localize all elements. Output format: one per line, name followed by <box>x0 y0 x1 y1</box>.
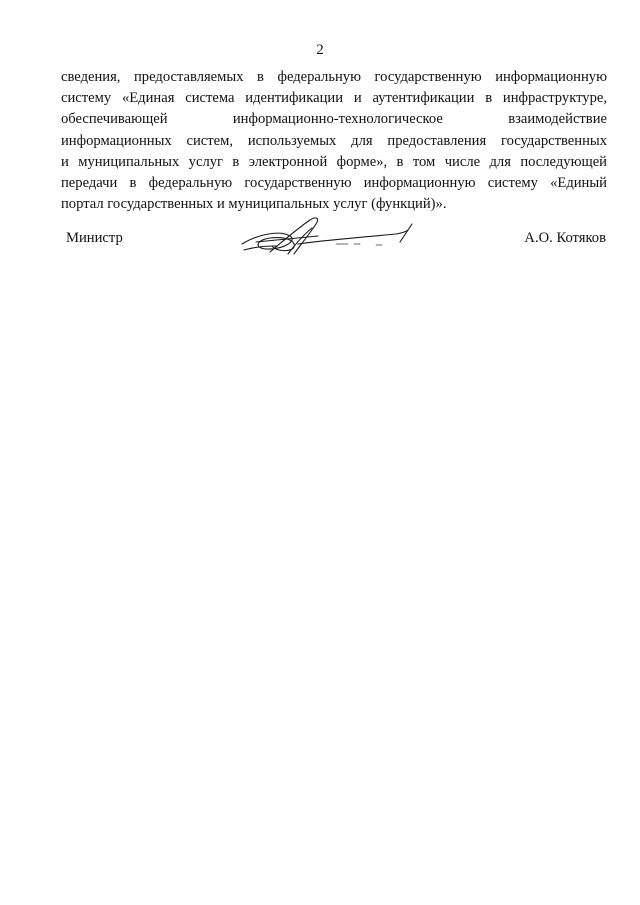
body-paragraph <box>61 67 607 215</box>
paragraph-line: и муниципальных услуг в электронной форме», в том числе для последующей <box>61 153 607 170</box>
handwritten-signature <box>236 214 422 258</box>
paragraph-line: сведения, предоставляемых в федеральную государственную информационную <box>61 69 607 85</box>
signer-position: Министр <box>66 230 123 246</box>
signer-name: А.О. Котяков <box>524 230 606 246</box>
paragraph-line: портал государственных и муниципальных услуг (функций)». <box>61 196 447 213</box>
page-number: 2 <box>316 42 324 58</box>
paragraph-line: систему «Единая система идентификации и аутентификации в инфраструктуре, <box>61 90 607 107</box>
signature-block <box>0 214 640 264</box>
paragraph-line: передачи в федеральную государственную информационную систему «Единый <box>61 175 607 192</box>
paragraph-line: информационных систем, используемых для предоставления государственных <box>61 132 607 149</box>
paragraph-line: обеспечивающей информационно-технологическое взаимодействие <box>61 111 607 128</box>
